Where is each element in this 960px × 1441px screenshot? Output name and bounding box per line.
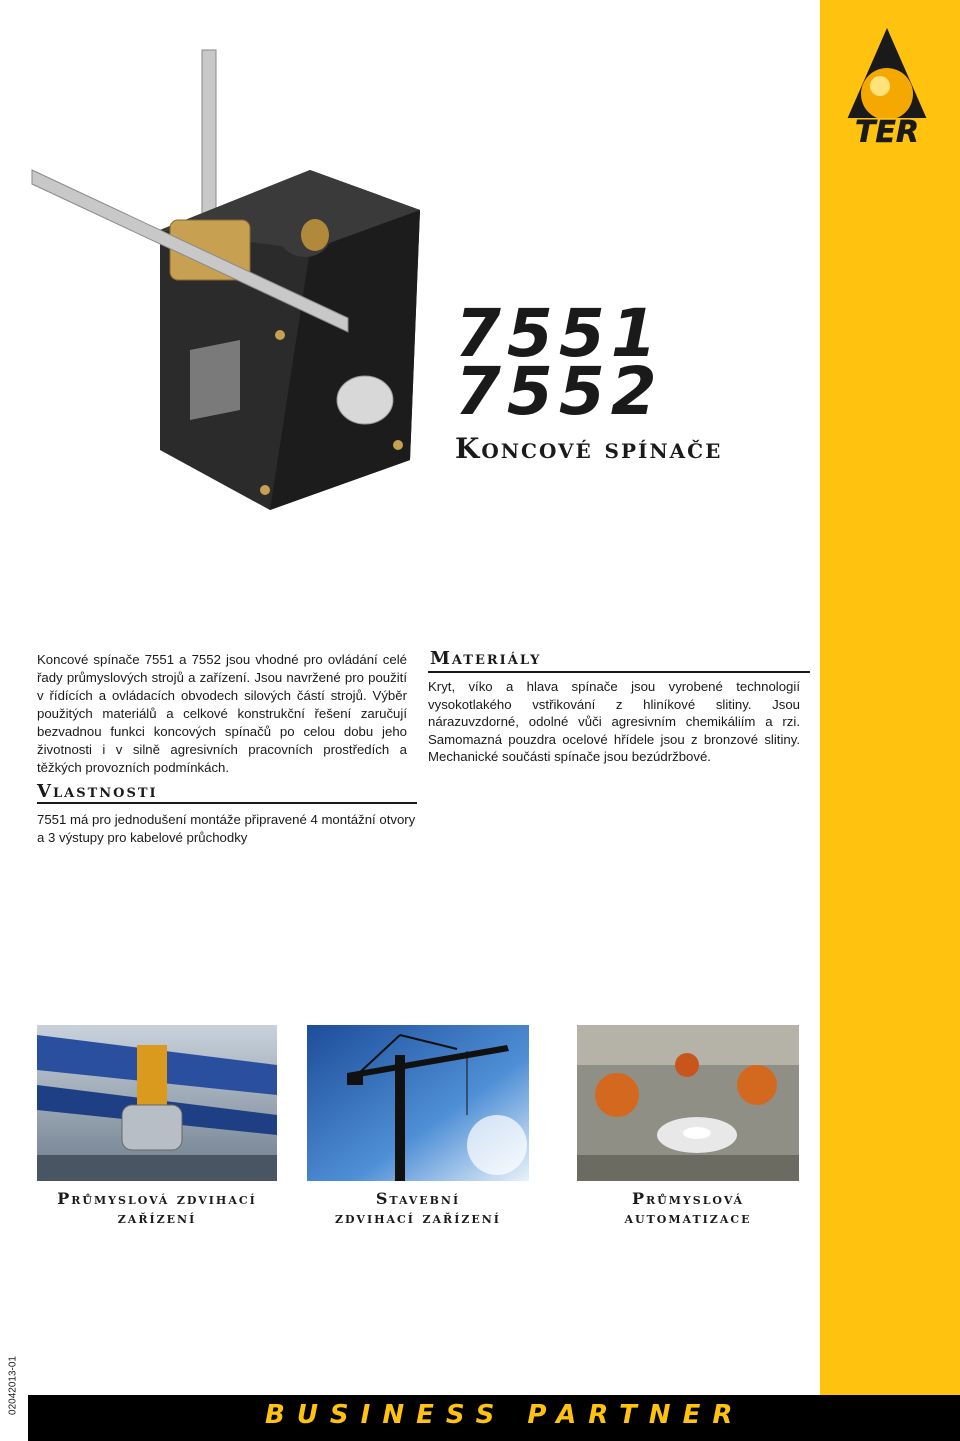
logo-wordmark: TER <box>854 115 920 150</box>
materials-paragraph: Kryt, víko a hlava spínače jsou vyrobené technologií vysokotlakého vstřikování z hliníkové slitiny. Jsou nárazuvzdorné, odolné vůči agresivním chemikáliím a rzi. Samomazná pouzdra ocelové hřídele jsou z bronzové slitiny. Mechanické součásti spínače jsou bezúdržbové. <box>428 679 800 764</box>
model-number-7552: 7552 <box>455 353 663 430</box>
product-photo-limit-switch <box>30 20 430 520</box>
photo-industrial-automation <box>577 1025 799 1181</box>
materials-divider <box>428 671 810 673</box>
caption-automation-line1: Průmyslová <box>631 1189 745 1208</box>
properties-paragraph: 7551 má pro jednodušení montáže připravené 4 montážní otvory a 3 výstupy pro kabelové průchodky <box>37 812 416 845</box>
intro-paragraph: Koncové spínače 7551 a 7552 jsou vhodné pro ovládání celé řady průmyslových strojů a zařízení. Jsou navržené pro použití v řídících a ovládacích obvodech silových částí strojů. Výběr použitých materiálů a celkové konstrukční řešení zaručují bezvadnou funkci koncových spínačů po celou dobu jeho životnosti i v silně agresivních pracovních prostředích a těžkých provozních podmínkách. <box>37 652 407 775</box>
model-number-7551: 7551 <box>455 295 663 372</box>
caption-construction-crane-line1: Stavební <box>375 1189 461 1208</box>
product-subtitle: Koncové spínače <box>455 432 723 465</box>
brand-strip <box>820 0 960 1395</box>
caption-automation <box>568 1189 808 1227</box>
materials-heading: Materiály <box>430 648 542 669</box>
photo-construction-crane <box>307 1025 529 1181</box>
ter-logo <box>832 22 942 152</box>
caption-automation-line2: automatizace <box>624 1208 752 1227</box>
photo-industrial-crane <box>37 1025 277 1181</box>
caption-industrial-crane-line1: Průmyslová zdvihací <box>57 1189 257 1208</box>
document-code: 02042013-01 <box>7 1356 19 1415</box>
caption-construction-crane <box>298 1189 538 1227</box>
caption-construction-crane-line2: zdvihací zařízení <box>335 1208 501 1227</box>
model-numbers <box>455 295 663 430</box>
caption-industrial-crane <box>37 1189 277 1227</box>
caption-industrial-crane-line2: zařízení <box>117 1208 197 1227</box>
properties-heading: Vlastnosti <box>37 781 158 802</box>
footer-slogan: BUSINESS PARTNER <box>265 1400 745 1430</box>
properties-divider <box>37 802 417 804</box>
